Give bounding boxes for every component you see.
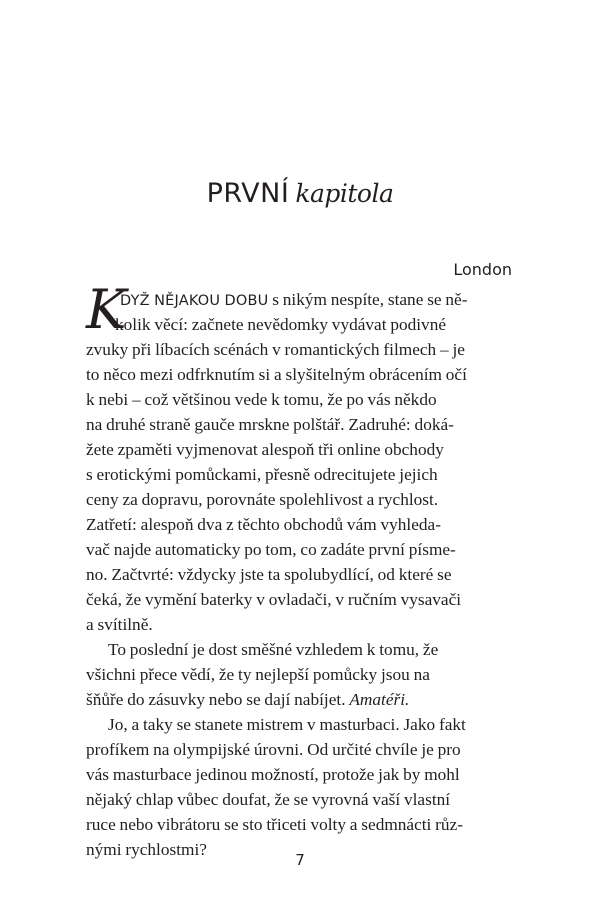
text-line (86, 287, 514, 312)
text-line (86, 462, 514, 487)
text-line (86, 662, 514, 687)
chapter-title-script: kapitola (295, 179, 394, 208)
text-line-content: Jo, a taky se stanete mistrem v masturbaci. Jako fakt (108, 715, 466, 734)
text-line-content: nějaký chlap vůbec doufat, že se vyrovná vaší vlastní (86, 790, 451, 809)
text-line-content: žete zpaměti vyjmenovat alespoň tři online obchody (86, 440, 444, 459)
text-line-content: vač najde automaticky po tom, co zadáte první písme- (86, 540, 456, 559)
drop-cap: K (86, 278, 127, 341)
text-line-content: to něco mezi odfrknutím si a slyšitelným obrácením očí (86, 365, 467, 384)
text-line (86, 387, 514, 412)
text-line (86, 587, 514, 612)
text-line (86, 537, 514, 562)
text-line-content: čeká, že vymění baterky v ovladači, v ručním vysavači (86, 590, 462, 609)
opening-smallcaps: DYŽ NĚJAKOU DOBU (120, 293, 269, 309)
italic-word: Amatéři. (349, 690, 410, 709)
text-line (86, 362, 514, 387)
text-line-content: a svítilně. (86, 615, 153, 634)
text-line (86, 737, 514, 762)
text-line-content: profíkem na olympijské úrovni. Od určité chvíle je pro (86, 740, 461, 759)
text-line (86, 787, 514, 812)
text-line (86, 762, 514, 787)
text-line-content: s erotickými pomůckami, přesně odrecitujete jejich (86, 465, 438, 484)
text-line-content: nými rychlostmi? (86, 840, 207, 859)
text-line (86, 712, 514, 737)
chapter-title-main: PRVNÍ (206, 178, 290, 209)
pov-character-name: London (453, 260, 512, 279)
text-line (86, 412, 514, 437)
text-line (86, 312, 514, 337)
text-line (86, 637, 514, 662)
text-line-content: ruce nebo vibrátoru se sto třiceti volty a sedmnácti růz- (86, 815, 463, 834)
text-line-content: ceny za dopravu, porovnáte spolehlivost a rychlost. (86, 490, 439, 509)
text-line (86, 512, 514, 537)
text-line (86, 487, 514, 512)
text-line-content: no. Začtvrté: vždycky jste ta spolubydlící, od které se (86, 565, 452, 584)
text-line (86, 562, 514, 587)
text-line-content: zvuky při líbacích scénách v romantických filmech – je (86, 340, 465, 359)
text-line-content: kolik věcí: začnete nevědomky vydávat podivné (115, 315, 447, 334)
text-line-content: To poslední je dost směšné vzhledem k tomu, že (108, 640, 439, 659)
text-line (86, 612, 514, 637)
text-line (86, 812, 514, 837)
page-number: 7 (295, 851, 305, 869)
text-line-content: všichni přece vědí, že ty nejlepší pomůcky jsou na (86, 665, 430, 684)
text-line-content: k nebi – což většinou vede k tomu, že po vás někdo (86, 390, 437, 409)
text-line (86, 687, 514, 712)
text-line-content: na druhé straně gauče mrskne polštář. Zadruhé: doká- (86, 415, 454, 434)
text-line (86, 337, 514, 362)
text-line-content: šňůře do zásuvky nebo se dají nabíjet. (86, 690, 350, 709)
text-line (86, 437, 514, 462)
chapter-title (0, 178, 600, 209)
text-line-content: vás masturbace jedinou možností, protože jak by mohl (86, 765, 460, 784)
body-text (86, 287, 514, 862)
text-line-content: s nikým nespíte, stane se ně- (268, 290, 468, 309)
text-line-content: Zatřetí: alespoň dva z těchto obchodů vám vyhleda- (86, 515, 441, 534)
